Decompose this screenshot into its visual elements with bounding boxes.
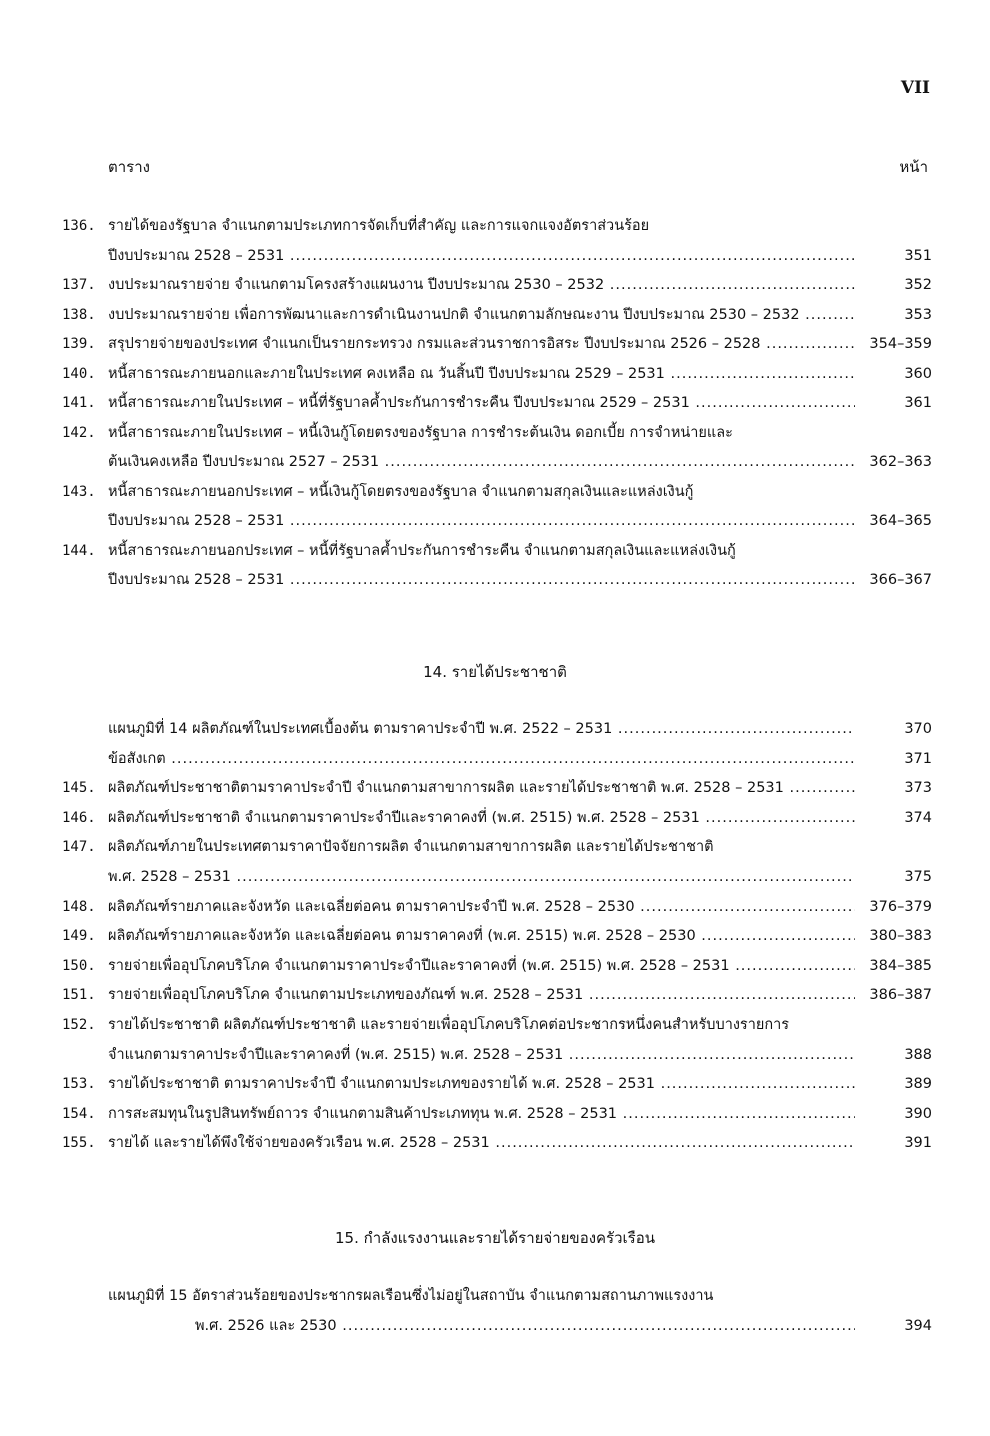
entry-title: รายจ่ายเพื่ออุปโภคบริโภค จำแนกตามประเภทของภัณฑ์ พ.ศ. 2528 – 2531 .....	[108, 980, 930, 1010]
toc-entry	[0, 447, 990, 477]
entry-number: 149.	[62, 928, 96, 945]
entry-page: 380–383	[855, 921, 932, 951]
entry-number: 146.	[62, 809, 96, 826]
entry-title: จำแนกตามราคาประจำปีและราคาคงที่ (พ.ศ. 2515) พ.ศ. 2528 – 2531 .....	[108, 1040, 930, 1070]
entry-title: ผลิตภัณฑ์ภายในประเทศตามราคาปัจจัยการผลิต จำแนกตามสาขาการผลิต และรายได้ประชาชาติ	[108, 839, 714, 856]
entry-page: 389	[855, 1069, 932, 1099]
entry-page: 388	[855, 1040, 932, 1070]
entry-title: รายได้ และรายได้พึงใช้จ่ายของครัวเรือน พ.ศ. 2528 – 2531 .....	[108, 1128, 930, 1158]
entry-title: พ.ศ. 2526 และ 2530 .....	[195, 1311, 930, 1341]
entry-number: 139.	[62, 336, 96, 352]
entry-page: 371	[855, 744, 932, 774]
toc-entry	[0, 980, 990, 1010]
entry-number: 150.	[62, 957, 96, 974]
toc-entry	[0, 506, 990, 536]
entry-number: 148.	[62, 898, 96, 915]
entry-number: 151.	[62, 987, 96, 1004]
entry-page: 374	[855, 803, 932, 833]
entry-page: 375	[855, 862, 932, 892]
entry-title: รายได้ของรัฐบาล จำแนกตามประเภทการจัดเก็บที่สำคัญ และการแจกแจงอัตราส่วนร้อย	[108, 218, 650, 234]
entry-title: สรุปรายจ่ายของประเทศ จำแนกเป็นรายกระทรวง กรมและส่วนราชการอิสระ ปีงบประมาณ 2526 – 2528 .....	[108, 329, 930, 359]
column-header-page: หน้า	[899, 158, 928, 176]
entry-title: ผลิตภัณฑ์ประชาชาติตามราคาประจำปี จำแนกตามสาขาการผลิต และรายได้ประชาชาติ พ.ศ. 2528 – 2531 .....	[108, 773, 930, 803]
toc-entry	[0, 418, 990, 448]
toc-entry	[0, 565, 990, 595]
entry-page: 354–359	[855, 329, 932, 359]
toc-entry	[0, 536, 990, 566]
entry-title: รายได้ประชาชาติ ผลิตภัณฑ์ประชาชาติ และรายจ่ายเพื่ออุปโภคบริโภคต่อประชากรหนึ่งคนสำหรับบางรายการ	[108, 1017, 790, 1033]
entry-title: การสะสมทุนในรูปสินทรัพย์ถาวร จำแนกตามสินค้าประเภททุน พ.ศ. 2528 – 2531 .....	[108, 1099, 930, 1129]
entry-page: 353	[855, 300, 932, 330]
toc-entry	[0, 241, 990, 271]
toc-entry	[0, 1128, 990, 1158]
entry-page: 364–365	[855, 506, 932, 536]
entry-page: 360	[855, 359, 932, 389]
toc-entry	[0, 388, 990, 418]
toc-entry	[0, 1010, 990, 1040]
entry-number: 147.	[62, 839, 96, 856]
entry-page: 370	[855, 714, 932, 744]
toc-entry	[0, 714, 990, 744]
entry-title: งบประมาณรายจ่าย เพื่อการพัฒนาและการดำเนินงานปกติ จำแนกตามลักษณะงาน ปีงบประมาณ 2530 – 2532 .....	[108, 300, 930, 330]
toc-entry	[0, 951, 990, 981]
column-header-table: ตาราง	[108, 158, 150, 176]
toc-entry	[0, 329, 990, 359]
entry-title: หนี้สาธารณะภายนอกและภายในประเทศ คงเหลือ ณ วันสิ้นปี ปีงบประมาณ 2529 – 2531 .....	[108, 359, 930, 389]
entry-title: ผลิตภัณฑ์รายภาคและจังหวัด และเฉลี่ยต่อคน ตามราคาประจำปี พ.ศ. 2528 – 2530 .....	[108, 892, 930, 922]
section-15-title: 15. กำลังแรงงานและรายได้รายจ่ายของครัวเรือน	[335, 1229, 655, 1247]
entry-title: หนี้สาธารณะภายนอกประเทศ – หนี้ที่รัฐบาลค้ำประกันการชำระคืน จำแนกตามสกุลเงินและแหล่งเงินกู้	[108, 542, 736, 559]
entry-number: 144.	[62, 542, 96, 559]
toc-entry	[0, 211, 990, 241]
toc-entry	[0, 892, 990, 922]
toc-entry	[0, 773, 990, 803]
entry-title: ผลิตภัณฑ์รายภาคและจังหวัด และเฉลี่ยต่อคน ตามราคาคงที่ (พ.ศ. 2515) พ.ศ. 2528 – 2530 .....	[108, 921, 930, 951]
toc-entry	[0, 744, 990, 774]
entry-title: รายได้ประชาชาติ ตามราคาประจำปี จำแนกตามประเภทของรายได้ พ.ศ. 2528 – 2531 .....	[108, 1069, 930, 1099]
entry-title: ปีงบประมาณ 2528 – 2531 .....	[108, 565, 930, 595]
toc-entry	[0, 1069, 990, 1099]
entry-title: แผนภูมิที่ 15 อัตราส่วนร้อยของประชากรผลเรือนซึ่งไม่อยู่ในสถาบัน จำแนกตามสถานภาพแรงงาน	[108, 1288, 714, 1304]
entry-title: ผลิตภัณฑ์ประชาชาติ จำแนกตามราคาประจำปีและราคาคงที่ (พ.ศ. 2515) พ.ศ. 2528 – 2531 .....	[108, 803, 930, 833]
entry-page: 390	[855, 1099, 932, 1129]
toc-entry	[0, 477, 990, 507]
entry-title: หนี้สาธารณะภายนอกประเทศ – หนี้เงินกู้โดยตรงของรัฐบาล จำแนกตามสกุลเงินและแหล่งเงินกู้	[108, 483, 694, 500]
entry-page: 366–367	[855, 565, 932, 595]
toc-entry	[0, 359, 990, 389]
entry-page: 361	[855, 388, 932, 418]
entry-page: 352	[855, 270, 932, 300]
entry-number: 152.	[62, 1017, 96, 1033]
entry-title: พ.ศ. 2528 – 2531 .....	[108, 862, 930, 892]
toc-entry	[0, 862, 990, 892]
entry-number: 153.	[62, 1076, 96, 1093]
entry-page: 373	[855, 773, 932, 803]
toc-entry	[0, 921, 990, 951]
entry-number: 138.	[62, 306, 96, 323]
entry-number: 137.	[62, 277, 96, 293]
entry-page: 376–379	[855, 892, 932, 922]
toc-entry	[0, 1281, 990, 1311]
toc-entry	[0, 803, 990, 833]
entry-number: 136.	[62, 218, 96, 234]
page-number: VII	[900, 78, 930, 98]
entry-number: 142.	[62, 424, 96, 441]
toc-entry	[0, 1311, 990, 1341]
entry-title: ปีงบประมาณ 2528 – 2531 .....	[108, 241, 930, 271]
entry-title: หนี้สาธารณะภายในประเทศ – หนี้เงินกู้โดยตรงของรัฐบาล การชำระต้นเงิน ดอกเบี้ย การจำหน่ายและ	[108, 424, 733, 441]
entry-title: ข้อสังเกต .....	[108, 744, 930, 774]
entry-page: 394	[855, 1311, 932, 1341]
toc-entry	[0, 270, 990, 300]
entry-title: หนี้สาธารณะภายในประเทศ – หนี้ที่รัฐบาลค้ำประกันการชำระคืน ปีงบประมาณ 2529 – 2531 .....	[108, 388, 930, 418]
toc-entry	[0, 1040, 990, 1070]
entry-page: 386–387	[855, 980, 932, 1010]
entry-page: 351	[855, 241, 932, 271]
entry-number: 154.	[62, 1105, 96, 1122]
entry-number: 155.	[62, 1135, 96, 1152]
toc-entry	[0, 1099, 990, 1129]
entry-number: 143.	[62, 483, 96, 500]
entry-title: ปีงบประมาณ 2528 – 2531 .....	[108, 506, 930, 536]
entry-number: 145.	[62, 780, 96, 797]
entry-title: ต้นเงินคงเหลือ ปีงบประมาณ 2527 – 2531 .....	[108, 447, 930, 477]
toc-entry	[0, 832, 990, 862]
entry-title: งบประมาณรายจ่าย จำแนกตามโครงสร้างแผนงาน ปีงบประมาณ 2530 – 2532 .....	[108, 270, 930, 300]
entry-page: 362–363	[855, 447, 932, 477]
entry-page: 384–385	[855, 951, 932, 981]
section-14-title: 14. รายได้ประชาชาติ	[423, 663, 567, 681]
entry-number: 140.	[62, 365, 96, 382]
entry-page: 391	[855, 1128, 932, 1158]
entry-number: 141.	[62, 395, 96, 411]
entry-title: แผนภูมิที่ 14 ผลิตภัณฑ์ในประเทศเบื้องต้น ตามราคาประจำปี พ.ศ. 2522 – 2531 .....	[108, 714, 930, 744]
entry-title: รายจ่ายเพื่ออุปโภคบริโภค จำแนกตามราคาประจำปีและราคาคงที่ (พ.ศ. 2515) พ.ศ. 2528 – 2531 .....	[108, 951, 930, 981]
toc-entry	[0, 300, 990, 330]
